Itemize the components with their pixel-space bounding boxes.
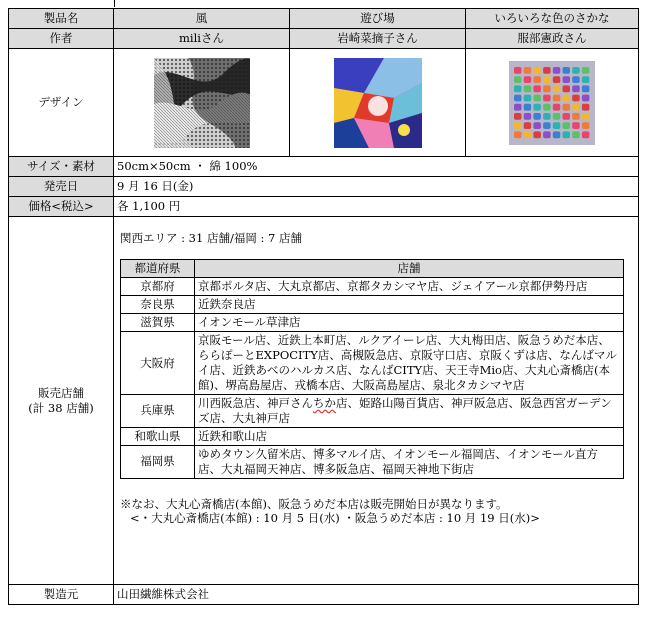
colorful-fish-grid-image xyxy=(509,61,595,145)
prefecture-name: 滋賀県 xyxy=(121,314,195,332)
stores-row xyxy=(9,217,639,585)
store-list: 近鉄和歌山店 xyxy=(195,427,624,445)
product-table xyxy=(8,8,639,605)
design-cell-3 xyxy=(466,49,639,157)
price-value: 各 1,100 円 xyxy=(114,197,639,217)
author-1: miliさん xyxy=(114,29,290,49)
design-row xyxy=(9,49,639,157)
table-row xyxy=(121,427,624,445)
abstract-shapes-image xyxy=(334,58,422,148)
release-row xyxy=(9,177,639,197)
stores-note-2: <・大丸心斎橋店(本館) : 10 月 5 日(水) ・阪急うめだ本店 : 10 月 19 日(水)> xyxy=(130,510,540,525)
price-row xyxy=(9,197,639,217)
maker-row xyxy=(9,585,639,605)
prefecture-name: 京都府 xyxy=(121,278,195,296)
prefecture-header: 都道府県 xyxy=(121,260,195,278)
product-name-1: 風 xyxy=(114,9,290,29)
stores-label-line1: 販売店舗 xyxy=(38,386,84,401)
prefecture-name: 福岡県 xyxy=(121,445,195,478)
author-2: 岩崎菜摘子さん xyxy=(290,29,466,49)
size-value: 50cm×50cm ・ 綿 100% xyxy=(114,157,639,177)
maker-label: 製造元 xyxy=(9,585,114,605)
store-list xyxy=(195,394,624,427)
table-row xyxy=(121,296,624,314)
stores-summary: 関西エリア : 31 店舗/福岡 : 7 店舗 xyxy=(120,231,303,245)
design-cell-2 xyxy=(290,49,466,157)
prefecture-name: 和歌山県 xyxy=(121,427,195,445)
author-label: 作者 xyxy=(9,29,114,49)
stores-label xyxy=(9,217,114,585)
store-list: 京阪モール店、近鉄上本町店、ルクアイーレ店、大丸梅田店、阪急うめだ本店、ららぽーとEXPOCITY店、高槻阪急店、京阪守口店、京阪くずは店、なんばマルイ店、近鉄あべのハルカス店、なんばCITY店、天王寺Mio店、大丸心斎橋店(本館)、堺高島屋店、戎橋本店、大阪高島屋店、泉北タカシマヤ店 xyxy=(195,332,624,395)
prefecture-name: 兵庫県 xyxy=(121,394,195,427)
product-name-3: いろいろな色のさかな xyxy=(466,9,639,29)
product-name-label: 製品名 xyxy=(9,9,114,29)
table-row xyxy=(121,278,624,296)
table-row xyxy=(121,445,624,478)
wave-pattern-image xyxy=(154,58,250,148)
store-list: ゆめタウン久留米店、博多マルイ店、イオンモール福岡店、イオンモール直方店、大丸福岡天神店、博多阪急店、福岡天神地下街店 xyxy=(195,445,624,478)
store-list: 京都ポルタ店、大丸京都店、京都タカシマヤ店、ジェイアール京都伊勢丹店 xyxy=(195,278,624,296)
author-3: 服部憲政さん xyxy=(466,29,639,49)
store-header: 店舗 xyxy=(195,260,624,278)
price-label: 価格<税込> xyxy=(9,197,114,217)
author-row xyxy=(9,29,639,49)
product-name-2: 遊び場 xyxy=(290,9,466,29)
stores-content xyxy=(114,217,639,585)
stores-label-line2: (計 38 店舗) xyxy=(28,400,94,415)
prefecture-name: 奈良県 xyxy=(121,296,195,314)
product-name-row xyxy=(9,9,639,29)
size-row xyxy=(9,157,639,177)
store-list: イオンモール草津店 xyxy=(195,314,624,332)
release-value: 9 月 16 日(金) xyxy=(114,177,639,197)
prefecture-name: 大阪府 xyxy=(121,332,195,395)
top-cut-edge xyxy=(0,0,650,8)
size-label: サイズ・素材 xyxy=(9,157,114,177)
store-list: 近鉄奈良店 xyxy=(195,296,624,314)
stores-table xyxy=(120,259,624,478)
release-label: 発売日 xyxy=(9,177,114,197)
design-label: デザイン xyxy=(9,49,114,157)
store-list-part: 川西阪急店、神戸さん xyxy=(198,395,313,410)
stores-note-1: ※なお、大丸心斎橋店(本館)、阪急うめだ本店は販売開始日が異なります。 xyxy=(120,496,508,511)
design-cell-1 xyxy=(114,49,290,157)
table-row xyxy=(121,332,624,395)
table-row xyxy=(121,394,624,427)
spellcheck-marked-text: ちか xyxy=(313,395,336,410)
store-list-part: 店、姫路山陽百貨店、神戸阪急店、阪急西宮ガーデンズ店、大丸神戸店 xyxy=(198,395,612,425)
stores-table-header xyxy=(121,260,624,278)
table-row xyxy=(121,314,624,332)
maker-value: 山田繊維株式会社 xyxy=(114,585,639,605)
